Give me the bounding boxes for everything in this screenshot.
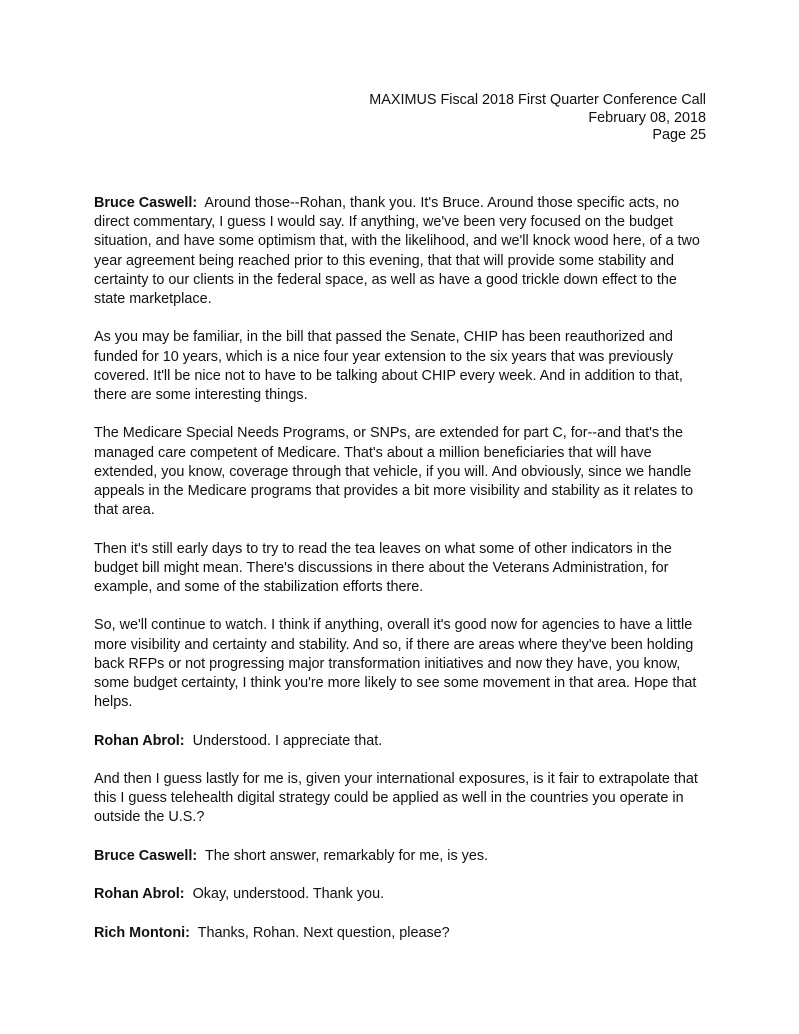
paragraph-text: Understood. I appreciate that.: [192, 732, 383, 749]
speaker-name: Rich Montoni:: [94, 924, 190, 941]
header-page-number: Page 25: [652, 127, 706, 143]
paragraph-text: Around those--Rohan, thank you. It's Bruce. Around those specific acts, no direct commentary, I guess I would say. If anything, we've been very focused on the budget situation, and have some optimism that, with the likelihood, and we'll knock wood here, of a two year agreement being reached prior to this evening, that that will provide some stability and certainty to our clients in the federal space, as well as have a good trickle down effect to the state marketplace.: [94, 195, 700, 308]
speaker-name: Bruce Caswell:: [94, 195, 198, 211]
paragraph-text: Thanks, Rohan. Next question, please?: [197, 924, 450, 941]
paragraph-text: Okay, understood. Thank you.: [192, 886, 385, 903]
transcript-body: [94, 194, 712, 962]
speaker-name: Rohan Abrol:: [94, 732, 185, 749]
paragraph-text: The short answer, remarkably for me, is yes.: [204, 847, 489, 864]
transcript-paragraph: [94, 847, 712, 866]
transcript-paragraph: [94, 328, 712, 405]
transcript-paragraph: [94, 194, 712, 309]
paragraph-text: And then I guess lastly for me is, given your international exposures, is it fair to extrapolate that this I guess telehealth digital strategy could be applied as well in the countries you operate in outside the U.S.?: [94, 771, 698, 826]
transcript-paragraph: [94, 540, 712, 598]
transcript-paragraph: [94, 924, 712, 943]
paragraph-text: Then it's still early days to try to read the tea leaves on what some of other indicators in the budget bill might mean. There's discussions in there about the Veterans Administration, for example, and some of the stabilization efforts there.: [94, 540, 672, 596]
paragraph-text: The Medicare Special Needs Programs, or SNPs, are extended for part C, for--and that's the managed care competent of Medicare. That's about a million beneficiaries that will have extended, you know, coverage through that vehicle, if you will. And obviously, since we handle appeals in the Medicare programs that provides a bit more visibility and stability as it relates to that area.: [94, 425, 694, 519]
speaker-name: Bruce Caswell:: [94, 847, 198, 864]
header-call-title: MAXIMUS Fiscal 2018 First Quarter Conference Call: [369, 92, 706, 108]
transcript-paragraph: [94, 770, 712, 828]
header-date: February 08, 2018: [588, 109, 706, 126]
speaker-name: Rohan Abrol:: [94, 886, 185, 903]
transcript-paragraph: [94, 424, 712, 520]
paragraph-text: So, we'll continue to watch. I think if anything, overall it's good now for agencies to have a little more visibility and certainty and stability. And so, if there are areas where they've been holding back RFPs or not progressing major transformation initiatives and now they have, you know, some budget certainty, I think you're more likely to see some movement in that area. Hope that helps.: [94, 617, 697, 711]
page-header: [369, 92, 706, 145]
paragraph-text: As you may be familiar, in the bill that passed the Senate, CHIP has been reauthorized and funded for 10 years, which is a nice four year extension to the six years that was previously covered. It'll be nice not to have to be talking about CHIP every week. And in addition to that, there are some interesting things.: [94, 329, 683, 404]
transcript-paragraph: [94, 732, 712, 751]
transcript-paragraph: [94, 885, 712, 904]
transcript-paragraph: [94, 616, 712, 712]
